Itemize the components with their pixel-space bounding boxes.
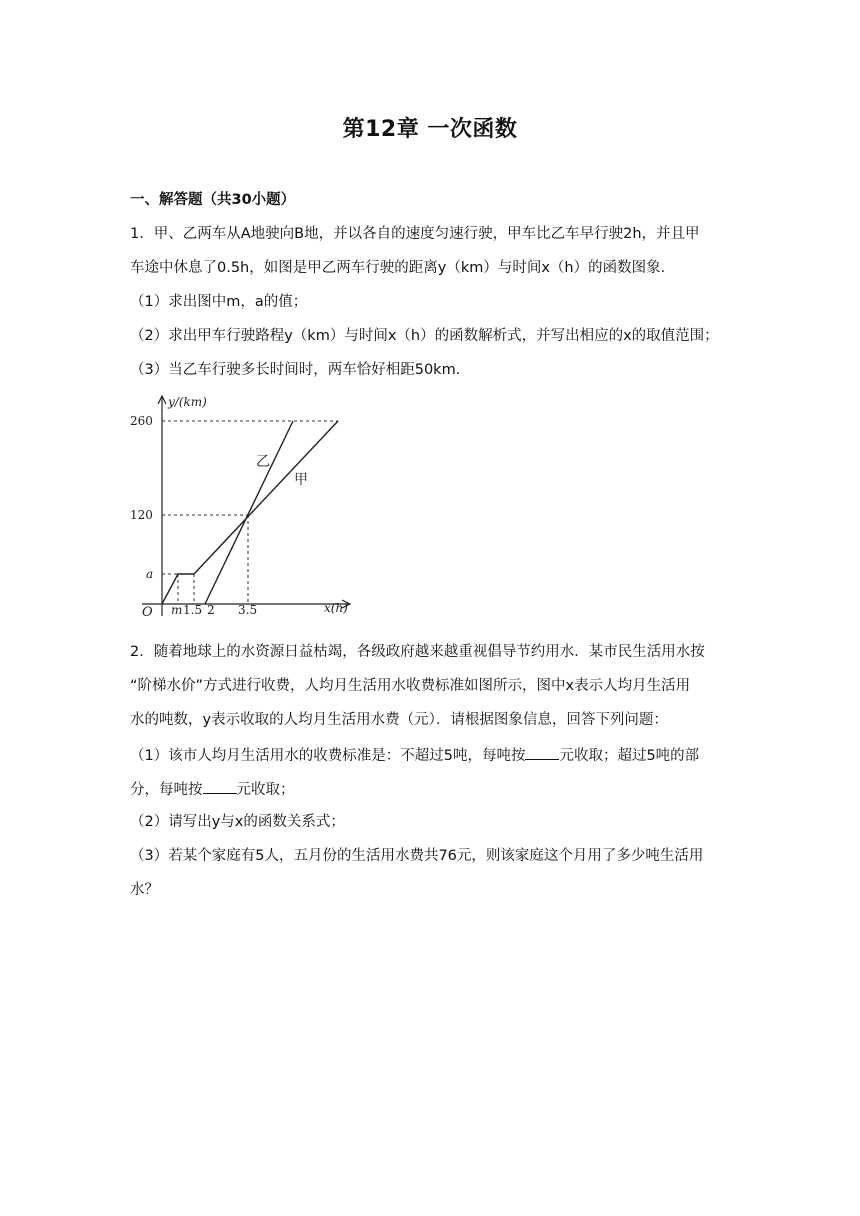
series-jia-label: 甲 [294, 472, 308, 488]
tick-m: m [171, 603, 183, 617]
q2-part-1-text-d: 元收取； [236, 782, 295, 798]
q2-part-3-line-2: 水？ [130, 882, 159, 898]
tick-a: a [146, 567, 154, 581]
series-yi-label: 乙 [256, 454, 270, 470]
tick-2: 2 [207, 603, 215, 617]
tick-3-5: 3.5 [238, 603, 258, 617]
q1-part-1: （1）求出图中m，a的值； [130, 294, 308, 310]
q2-part-3-line-1: （3）若某个家庭有5人，五月份的生活用水费共76元，则该家庭这个月用了多少吨生活用 [130, 848, 704, 864]
answer-blank-1 [525, 744, 559, 760]
page-title: 第12章 一次函数 [342, 117, 518, 142]
q2-text-line-3: 水的吨数，y表示收取的人均月生活用水费（元）．请根据图象信息，回答下列问题： [130, 712, 668, 728]
y-axis-label: y/(km) [168, 395, 207, 409]
q1-graph [128, 392, 368, 622]
q2-part-1-text-b: 元收取；超过5吨的部 [559, 748, 700, 764]
q2-part-1-line-1 [130, 744, 740, 766]
q2-part-1-text-a: （1）该市人均月生活用水的收费标准是：不超过5吨，每吨按 [130, 748, 526, 764]
tick-1-5: 1.5 [183, 603, 203, 617]
line-jia [162, 421, 338, 604]
q2-part-2: （2）请写出y与x的函数关系式； [130, 814, 345, 830]
line-yi [205, 421, 293, 604]
q2-part-1-text-c: 分，每吨按 [130, 782, 203, 798]
q1-part-3: （3）当乙车行驶多长时间时，两车恰好相距50km． [130, 362, 471, 378]
answer-blank-2 [203, 778, 237, 794]
q2-part-1-line-2 [130, 778, 740, 800]
q1-part-2: （2）求出甲车行驶路程y（km）与时间x（h）的函数解析式，并写出相应的x的取值范围； [130, 328, 719, 344]
x-axis-label: x(h) [324, 601, 348, 615]
tick-260: 260 [130, 414, 153, 428]
tick-120: 120 [130, 508, 153, 522]
q1-text-line-2: 车途中休息了0.5h，如图是甲乙两车行驶的距离y（km）与时间x（h）的函数图象． [130, 260, 676, 276]
q2-text-line-1: 2．随着地球上的水资源日益枯竭，各级政府越来越重视倡导节约用水．某市民生活用水按 [130, 644, 705, 660]
q2-text-line-2: “阶梯水价”方式进行收费，人均月生活用水收费标准如图所示，图中x表示人均月生活用 [130, 678, 691, 694]
origin-label: O [142, 605, 153, 620]
section-heading: 一、解答题（共30小题） [130, 192, 296, 208]
q1-text-line-1: 1．甲、乙两车从A地驶向B地，并以各自的速度匀速行驶，甲车比乙车早行驶2h，并且甲 [130, 226, 700, 242]
